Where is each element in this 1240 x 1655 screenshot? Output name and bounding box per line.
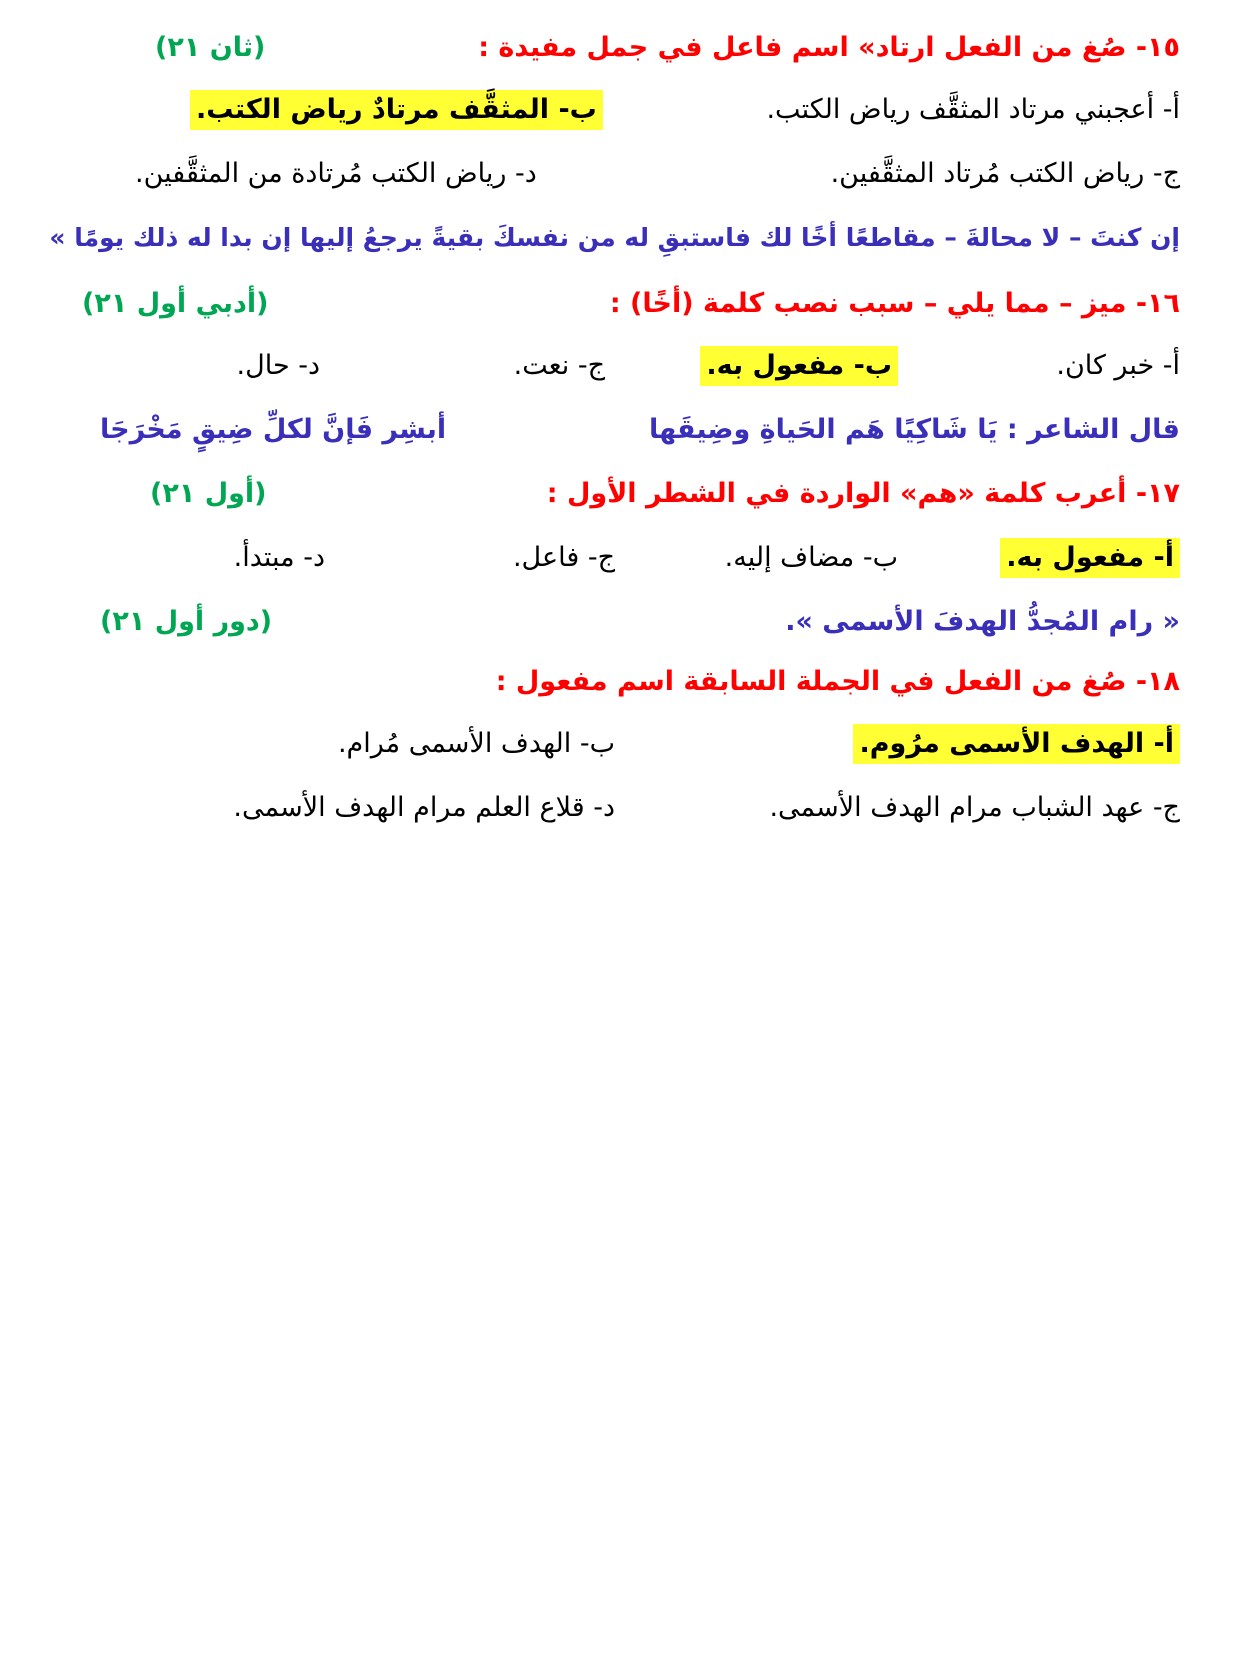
q15-option-a: أ- أعجبني مرتاد المثقَّف رياض الكتب.: [766, 94, 1180, 125]
q16-option-c: ج- نعت.: [513, 350, 605, 381]
q17-option-c: ج- فاعل.: [512, 542, 615, 573]
passage18-row: [50, 602, 1180, 648]
q15-options-row-2: [50, 154, 1180, 200]
q17-options-row: [50, 538, 1180, 584]
q15-option-b-highlighted: ب- المثقَّف مرتادٌ رياض الكتب.: [190, 90, 603, 130]
q16-source: (أدبي أول ٢١): [82, 288, 269, 319]
poem17-first-hemistich: قال الشاعر : يَا شَاكِيًا هَم الحَياةِ وضِيقَها: [648, 414, 1180, 445]
q17-question: ١٧- أعرب كلمة «هم» الواردة في الشطر الأول :: [546, 478, 1180, 509]
q15-source: (ثان ٢١): [155, 32, 266, 63]
q18-option-d: د- قلاع العلم مرام الهدف الأسمى.: [233, 792, 615, 823]
passage18-text: « رام المُجدُّ الهدفَ الأسمى ».: [785, 606, 1180, 637]
q16-option-a: أ- خبر كان.: [1056, 350, 1180, 381]
q17-source: (أول ٢١): [150, 478, 267, 509]
q15-option-d: د- رياض الكتب مُرتادة من المثقَّفين.: [135, 158, 537, 189]
q18-question: ١٨- صُغ من الفعل في الجملة السابقة اسم مفعول :: [495, 666, 1180, 697]
poem17-second-hemistich: أبشِر فَإنَّ لكلِّ ضِيقٍ مَخْرَجَا: [100, 414, 447, 445]
q16-options-row: [50, 346, 1180, 392]
q17-option-a-highlighted: أ- مفعول به.: [1000, 538, 1180, 578]
q16-header-row: [50, 284, 1180, 330]
q15-question: ١٥- صُغ من الفعل ارتاد» اسم فاعل في جمل مفيدة :: [478, 32, 1180, 63]
q15-header-row: [50, 28, 1180, 74]
passage16-text: إن كنتَ – لا محالةَ – مقاطعًا أخًا لك فاستبقِ له من نفسكَ بقيةً يرجعُ إليها إن بدا له ذلك يومًا »: [49, 223, 1180, 252]
passage16-row: [50, 218, 1180, 264]
q16-question: ١٦- ميز – مما يلي – سبب نصب كلمة (أخًا) :: [609, 288, 1180, 319]
q18-header-row: [50, 662, 1180, 708]
q18-options-row-1: [50, 724, 1180, 770]
passage18-source: (دور أول ٢١): [100, 606, 273, 637]
q16-option-b-highlighted: ب- مفعول به.: [700, 346, 898, 386]
q18-option-a-highlighted: أ- الهدف الأسمى مرُوم.: [853, 724, 1180, 764]
q17-header-row: [50, 474, 1180, 520]
q18-option-c: ج- عهد الشباب مرام الهدف الأسمى.: [769, 792, 1180, 823]
q15-option-c: ج- رياض الكتب مُرتاد المثقَّفين.: [830, 158, 1180, 189]
q18-option-b: ب- الهدف الأسمى مُرام.: [337, 728, 615, 759]
poem17-row: [50, 410, 1180, 456]
q17-option-b: ب- مضاف إليه.: [724, 542, 898, 573]
q16-option-d: د- حال.: [236, 350, 320, 381]
q17-option-d: د- مبتدأ.: [233, 542, 325, 573]
q15-options-row-1: [50, 90, 1180, 136]
q18-options-row-2: [50, 788, 1180, 834]
